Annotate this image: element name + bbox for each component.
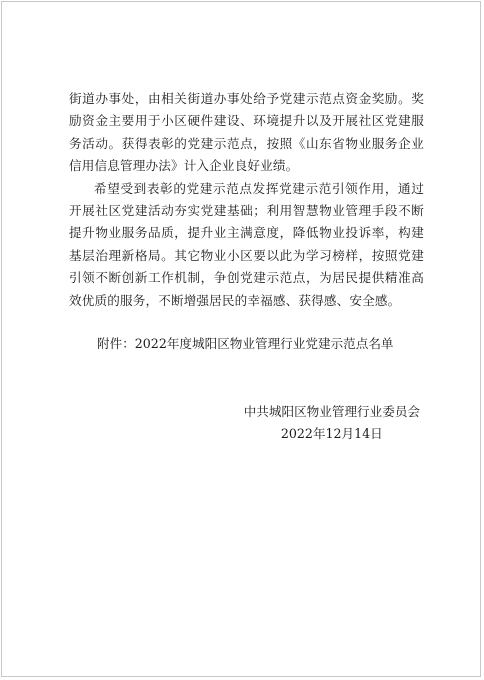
signature-block <box>244 401 420 445</box>
body-text <box>69 88 424 312</box>
paragraph-continuation: 街道办事处，由相关街道办事处给予党建示范点资金奖励。奖励资金主要用于小区硬件建设、环境提升以及开展社区党建服务活动。获得表彰的党建示范点，按照《山东省物业服务企业信用信息管理办法》计入企业良好业绩。 <box>69 91 424 174</box>
document-page <box>1 1 481 677</box>
issue-date: 2022年12月14日 <box>280 426 383 441</box>
attachment-line: 附件：2022年度城阳区物业管理行业党建示范点名单 <box>97 336 394 351</box>
paragraph-hope: 希望受到表彰的党建示范点发挥党建示范引领作用，通过开展社区党建活动夯实党建基础；利用智慧物业管理手段不断提升物业服务品质，提升业主满意度，降低物业投诉率，构建基层治理新格局。其它物业小区要以此为学习榜样，按照党建引领不断创新工作机制，争创党建示范点，为居民提供精准高效优质的服务，不断增强居民的幸福感、获得感、安全感。 <box>69 180 424 308</box>
issuing-organization: 中共城阳区物业管理行业委员会 <box>243 404 420 419</box>
